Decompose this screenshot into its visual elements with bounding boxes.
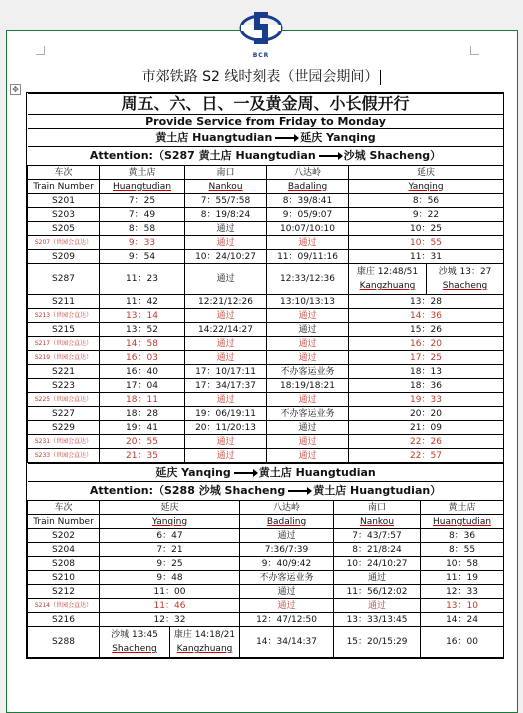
time-cell: 8：55	[421, 543, 504, 557]
route-heading: 延庆 Yanqing 黄土店 Huangtudian	[28, 464, 504, 482]
station-header: 黄土店	[100, 166, 185, 180]
time-cell: 通过	[185, 337, 267, 351]
time-cell: 7：25	[100, 194, 185, 208]
station-header: 南口	[334, 501, 421, 515]
table-row	[28, 250, 504, 264]
time-cell: 12：47/12:50	[240, 613, 334, 627]
route-heading: 黄土店 Huangtudian 延庆 Yanqing	[28, 129, 504, 147]
time-cell: 10：58	[421, 557, 504, 571]
time-cell: 21：35	[100, 449, 185, 463]
train-number: S207（世园会直达）	[28, 236, 100, 250]
time-cell: 通过	[185, 236, 267, 250]
time-cell: 通过	[267, 421, 349, 435]
col-train-header: 车次	[28, 166, 100, 180]
time-cell: 7：49	[100, 208, 185, 222]
train-number: S288	[28, 627, 100, 658]
time-cell: 17：04	[100, 379, 185, 393]
timetable	[27, 93, 504, 463]
timetable-container	[26, 92, 504, 659]
split-station-cell: 沙城 13：27 Shacheng	[427, 264, 504, 295]
station-header-en: Huangtudian	[421, 515, 504, 529]
train-number: S225（世园会直达）	[28, 393, 100, 407]
time-cell: 17：34/17:37	[185, 379, 267, 393]
train-number: S287	[28, 264, 100, 295]
time-cell: 15：20/15:29	[334, 627, 421, 658]
train-number: S208	[28, 557, 100, 571]
time-cell: 通过	[334, 599, 421, 613]
train-number: S205	[28, 222, 100, 236]
table-row	[28, 421, 504, 435]
column-header-row	[28, 180, 504, 194]
table-row	[28, 557, 504, 571]
train-number: S202	[28, 529, 100, 543]
table-row	[28, 543, 504, 557]
time-cell: 通过	[267, 351, 349, 365]
margin-mark	[470, 46, 479, 55]
time-cell: 7：21	[100, 543, 240, 557]
train-number: S213（世园会直达）	[28, 309, 100, 323]
time-cell: 9：22	[349, 208, 504, 222]
time-cell: 6：47	[100, 529, 240, 543]
col-train-header-en: Train Number	[28, 180, 100, 194]
attention-note: Attention:（S287 黄土店 Huangtudian 沙城 Shacheng）	[28, 147, 504, 166]
train-number: S219（世园会直达）	[28, 351, 100, 365]
time-cell: 通过	[185, 351, 267, 365]
table-row	[28, 365, 504, 379]
arrow-right-icon	[319, 155, 341, 157]
time-cell: 通过	[185, 264, 267, 295]
time-cell: 不办客运业务	[240, 571, 334, 585]
table-row	[28, 222, 504, 236]
time-cell: 9：48	[100, 571, 240, 585]
timetable-section-2	[27, 463, 504, 658]
time-cell: 11：42	[100, 295, 185, 309]
time-cell: 7：43/7:57	[334, 529, 421, 543]
station-header: 八达岭	[267, 166, 349, 180]
table-row	[28, 295, 504, 309]
table-row	[28, 379, 504, 393]
margin-mark	[36, 46, 45, 55]
table-row	[28, 236, 504, 250]
time-cell: 10:07/10:10	[267, 222, 349, 236]
time-cell: 12:21/12:26	[185, 295, 267, 309]
time-cell: 20：20	[349, 407, 504, 421]
time-cell: 18：36	[349, 379, 504, 393]
table-row	[28, 323, 504, 337]
time-cell: 12：32	[100, 613, 240, 627]
time-cell: 9：54	[100, 250, 185, 264]
time-cell: 7:36/7:39	[240, 543, 334, 557]
time-cell: 11：31	[349, 250, 504, 264]
split-station-cell: 康庄 12:48/51 Kangzhuang	[349, 264, 427, 295]
time-cell: 14:22/14:27	[185, 323, 267, 337]
time-cell: 8：19/8:24	[185, 208, 267, 222]
document-title: 市郊铁路 S2 线时刻表（世园会期间）	[0, 66, 523, 86]
station-header: 八达岭	[240, 501, 334, 515]
attention-note: Attention:（S288 沙城 Shacheng 黄土店 Huangtudian）	[28, 482, 504, 501]
train-number: S233（世园会直达）	[28, 449, 100, 463]
table-row	[28, 194, 504, 208]
train-number: S201	[28, 194, 100, 208]
time-cell: 18：13	[349, 365, 504, 379]
time-cell: 12:33/12:36	[267, 264, 349, 295]
time-cell: 13：14	[100, 309, 185, 323]
table-row	[28, 309, 504, 323]
time-cell: 17：10/17:11	[185, 365, 267, 379]
time-cell: 通过	[267, 393, 349, 407]
split-station-cell: 康庄 14:18/21 Kangzhuang	[170, 627, 240, 658]
time-cell: 9：33	[100, 236, 185, 250]
col-train-header-en: Train Number	[28, 515, 100, 529]
time-cell: 18：28	[100, 407, 185, 421]
time-cell: 11：46	[100, 599, 240, 613]
time-cell: 14：34/14:37	[240, 627, 334, 658]
table-row	[28, 613, 504, 627]
time-cell: 13：33/13:45	[334, 613, 421, 627]
time-cell: 14：24	[421, 613, 504, 627]
time-cell: 通过	[185, 309, 267, 323]
train-number: S203	[28, 208, 100, 222]
time-cell: 8：58	[100, 222, 185, 236]
table-row	[28, 337, 504, 351]
train-number: S215	[28, 323, 100, 337]
time-cell: 15：26	[349, 323, 504, 337]
train-number: S210	[28, 571, 100, 585]
time-cell: 7：55/7:58	[185, 194, 267, 208]
station-header: 延庆	[349, 166, 504, 180]
time-cell: 22：57	[349, 449, 504, 463]
time-cell: 10：24/10:27	[334, 557, 421, 571]
table-row	[28, 599, 504, 613]
train-number: S223	[28, 379, 100, 393]
time-cell: 16：20	[349, 337, 504, 351]
train-number: S211	[28, 295, 100, 309]
time-cell: 11：00	[100, 585, 240, 599]
time-cell: 8：39/8:41	[267, 194, 349, 208]
station-header: 南口	[185, 166, 267, 180]
text-cursor	[380, 70, 381, 85]
time-cell: 9：25	[100, 557, 240, 571]
arrow-right-icon	[234, 472, 256, 474]
timetable-title: 周五、六、日、一及黄金周、小长假开行	[28, 94, 504, 115]
time-cell: 13:10/13:13	[267, 295, 349, 309]
time-cell: 20：11/20:13	[185, 421, 267, 435]
time-cell: 22：26	[349, 435, 504, 449]
col-train-header: 车次	[28, 501, 100, 515]
time-cell: 9：40/9:42	[240, 557, 334, 571]
train-number: S216	[28, 613, 100, 627]
arrow-right-icon	[275, 137, 297, 139]
time-cell: 11：19	[421, 571, 504, 585]
column-header-row	[28, 166, 504, 180]
column-header-row	[28, 501, 504, 515]
column-header-row	[28, 515, 504, 529]
time-cell: 10：24/10:27	[185, 250, 267, 264]
time-cell: 10：55	[349, 236, 504, 250]
table-row	[28, 435, 504, 449]
time-cell: 9：05/9:07	[267, 208, 349, 222]
time-cell: 19：33	[349, 393, 504, 407]
train-number: S204	[28, 543, 100, 557]
time-cell: 20：55	[100, 435, 185, 449]
bcr-logo-icon	[236, 4, 286, 52]
station-header-en: Yanqing	[349, 180, 504, 194]
table-row	[28, 529, 504, 543]
time-cell: 通过	[240, 599, 334, 613]
table-row	[28, 407, 504, 421]
time-cell: 通过	[240, 529, 334, 543]
station-header: 黄土店	[421, 501, 504, 515]
train-number: S214（世园会直达）	[28, 599, 100, 613]
station-header-en: Nankou	[334, 515, 421, 529]
time-cell: 通过	[267, 236, 349, 250]
train-number: S227	[28, 407, 100, 421]
time-cell: 通过	[185, 222, 267, 236]
station-header-en: Badaling	[267, 180, 349, 194]
time-cell: 11：09/11:16	[267, 250, 349, 264]
time-cell: 不办客运业务	[267, 407, 349, 421]
time-cell: 19：06/19:11	[185, 407, 267, 421]
train-number: S217（世园会直达）	[28, 337, 100, 351]
time-cell: 通过	[185, 435, 267, 449]
time-cell: 13：28	[349, 295, 504, 309]
time-cell: 14：36	[349, 309, 504, 323]
table-row	[28, 585, 504, 599]
time-cell: 12：33	[421, 585, 504, 599]
time-cell: 通过	[334, 571, 421, 585]
table-row	[28, 571, 504, 585]
time-cell: 8：36	[421, 529, 504, 543]
time-cell: 13：52	[100, 323, 185, 337]
station-header-en: Yanqing	[100, 515, 240, 529]
table-row	[28, 449, 504, 463]
table-row	[28, 208, 504, 222]
train-number: S221	[28, 365, 100, 379]
time-cell: 11：56/12:02	[334, 585, 421, 599]
time-cell: 18:19/18:21	[267, 379, 349, 393]
time-cell: 17：25	[349, 351, 504, 365]
time-cell: 通过	[267, 337, 349, 351]
time-cell: 13：10	[421, 599, 504, 613]
train-number: S229	[28, 421, 100, 435]
timetable-subtitle: Provide Service from Friday to Monday	[28, 115, 504, 129]
time-cell: 通过	[267, 435, 349, 449]
time-cell: 14：58	[100, 337, 185, 351]
table-row	[28, 351, 504, 365]
time-cell: 8：21/8:24	[334, 543, 421, 557]
time-cell: 19：41	[100, 421, 185, 435]
time-cell: 不办客运业务	[267, 365, 349, 379]
train-number: S212	[28, 585, 100, 599]
train-number: S209	[28, 250, 100, 264]
table-row	[28, 627, 504, 658]
time-cell: 21：09	[349, 421, 504, 435]
table-row	[28, 393, 504, 407]
time-cell: 18：11	[100, 393, 185, 407]
logo-text: BCR	[252, 52, 270, 59]
table-move-handle-icon[interactable]: ✥	[10, 84, 21, 95]
split-station-cell: 沙城 13:45 Shacheng	[100, 627, 170, 658]
train-number: S231（世园会直达）	[28, 435, 100, 449]
time-cell: 16：03	[100, 351, 185, 365]
time-cell: 通过	[185, 449, 267, 463]
time-cell: 通过	[267, 449, 349, 463]
time-cell: 10：25	[349, 222, 504, 236]
time-cell: 11：23	[100, 264, 185, 295]
station-header-en: Nankou	[185, 180, 267, 194]
time-cell: 通过	[240, 585, 334, 599]
station-header-en: Badaling	[240, 515, 334, 529]
time-cell: 通过	[267, 309, 349, 323]
time-cell: 16：00	[421, 627, 504, 658]
time-cell: 16：40	[100, 365, 185, 379]
time-cell: 通过	[267, 323, 349, 337]
time-cell: 通过	[185, 393, 267, 407]
time-cell: 8：56	[349, 194, 504, 208]
station-header-en: Huangtudian	[100, 180, 185, 194]
station-header: 延庆	[100, 501, 240, 515]
arrow-right-icon	[288, 490, 310, 492]
table-row	[28, 264, 504, 295]
